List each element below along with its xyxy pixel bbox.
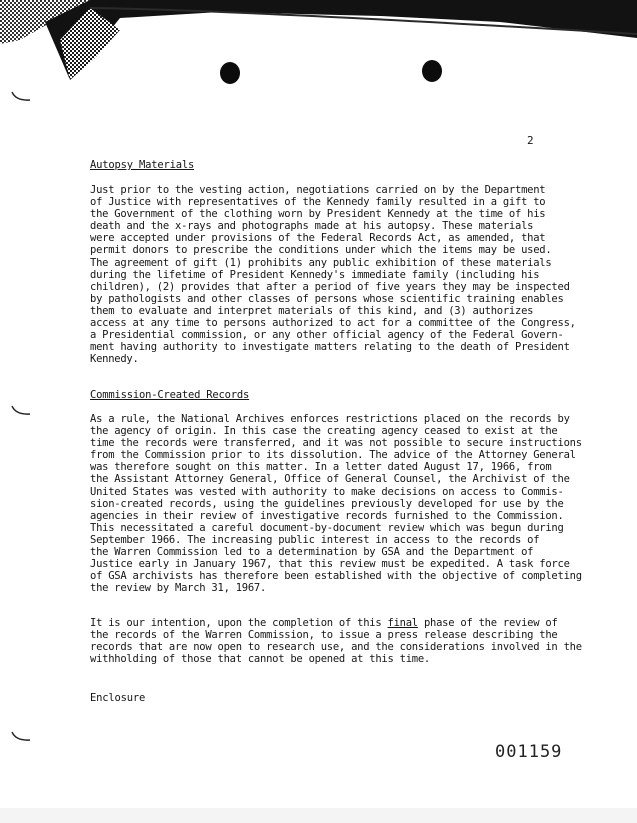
text-line: of Justice with representatives of the Kennedy family resulted in a gift to (90, 196, 546, 209)
text-line: by pathologists and other classes of persons whose scientific training enables (90, 292, 564, 305)
text-line (90, 617, 595, 629)
text-line: a Presidential commission, or any other official agency of the Federal Govern- (90, 329, 564, 342)
text-line: September 1966. The increasing public interest in access to the records of (90, 533, 540, 546)
text-line: Just prior to the vesting action, negotiations carried on by the Department (90, 184, 546, 196)
text-line: Justice early in January 1967, that this review must be expedited. A task force (90, 558, 570, 571)
text-line: during the lifetime of President Kennedy's immediate family (including his (90, 268, 540, 281)
enclosure-label: Enclosure (90, 692, 146, 704)
text-line: permit donors to prescribe the conditions under which the items may be used. (90, 244, 552, 257)
text-line: was therefore sought on this matter. In a letter dated August 17, 1966, from (90, 461, 552, 474)
section-heading-autopsy-materials: Autopsy Materials (90, 159, 195, 171)
text-line: were accepted under provisions of the Federal Records Act, as amended, that (90, 232, 546, 245)
scan-bottom-edge (0, 808, 637, 823)
document-control-number: 001159 (495, 742, 563, 762)
text-line: the records of the Warren Commission, to issue a press release describing the (90, 629, 558, 642)
text-line: access at any time to persons authorized to act for a committee of the Congress, (90, 317, 576, 330)
text-run: It is our intention, upon the completion of this (90, 617, 388, 629)
section-heading-commission-created-records: Commission-Created Records (90, 389, 250, 401)
text-line: death and the x-rays and photographs made at his autopsy. These materials (90, 220, 534, 233)
text-line: ment having authority to investigate matters relating to the death of President (90, 341, 570, 354)
text-line: As a rule, the National Archives enforces restrictions placed on the records by (90, 413, 570, 425)
text-line: the review by March 31, 1967. (90, 582, 267, 595)
punch-hole-right (422, 60, 442, 82)
text-line: United States was vested with authority to make decisions on access to Commis- (90, 485, 564, 498)
text-line: the Warren Commission led to a determination by GSA and the Department of (90, 546, 534, 559)
page-number: 2 (527, 134, 534, 147)
binder-clip-mark-top (10, 90, 32, 104)
text-line: This necessitated a careful document-by-document review which was begun during (90, 521, 564, 534)
text-line: the agency of origin. In this case the creating agency ceased to exist at the (90, 425, 558, 438)
binder-clip-mark-bottom (10, 730, 32, 744)
paragraph-commission-created-records (90, 413, 595, 594)
text-line: Kennedy. (90, 353, 139, 366)
underlined-word-final: final (387, 617, 418, 629)
text-line: time the records were transferred, and it was not possible to secure instructions (90, 437, 582, 450)
text-line: from the Commission prior to its dissolution. The advice of the Attorney General (90, 449, 576, 462)
text-line: of GSA archivists has therefore been established with the objective of completing (90, 570, 582, 583)
punch-hole-left (220, 62, 240, 84)
text-line: sion-created records, using the guidelines previously developed for use by the (90, 497, 564, 510)
text-line: the Assistant Attorney General, Office of General Counsel, the Archivist of the (90, 473, 570, 486)
paragraph-autopsy-materials (90, 184, 595, 365)
text-line: children), (2) provides that after a period of five years they may be inspected (90, 280, 570, 293)
text-run: phase of the review of (417, 617, 558, 629)
text-line: records that are now open to research use, and the considerations involved in the (90, 641, 582, 654)
text-line: withholding of those that cannot be opened at this time. (90, 653, 431, 666)
text-line: the Government of the clothing worn by President Kennedy at the time of his (90, 208, 546, 221)
text-line: The agreement of gift (1) prohibits any public exhibition of these materials (90, 256, 552, 269)
scanned-corner-shadow (0, 0, 637, 110)
binder-clip-mark-middle (10, 404, 32, 418)
paragraph-intention (90, 617, 595, 665)
text-line: them to evaluate and interpret materials of this kind, and (3) authorizes (90, 304, 534, 317)
text-line: agencies in their review of investigative records furnished to the Commission. (90, 509, 564, 522)
